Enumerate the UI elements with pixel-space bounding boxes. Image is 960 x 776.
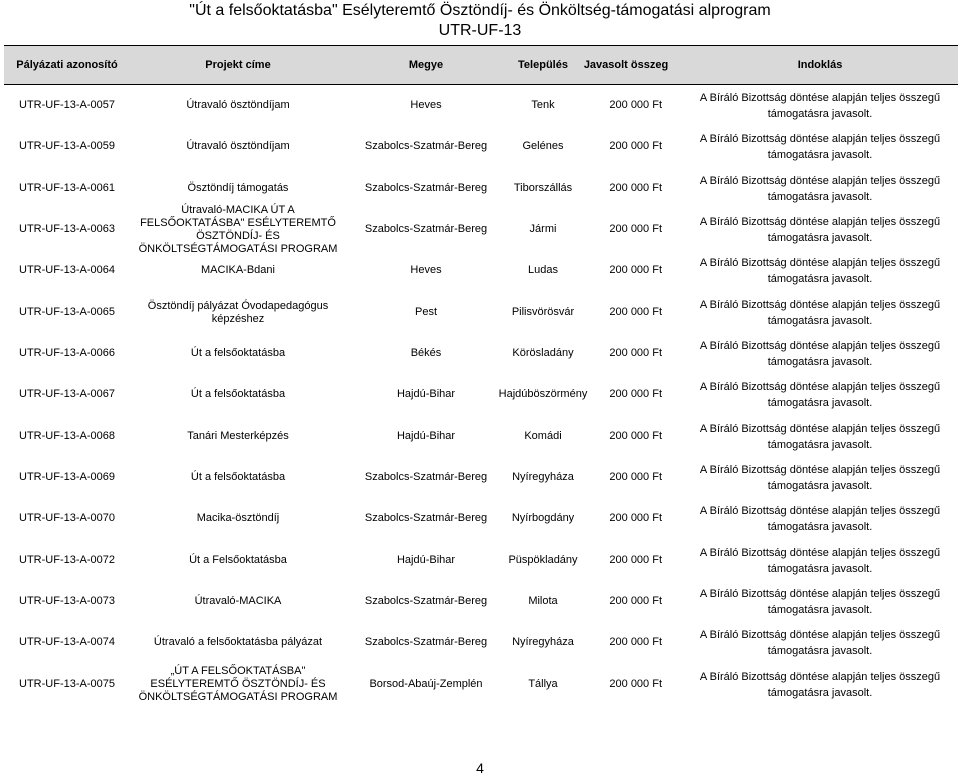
cell-amount: 200 000 Ft — [609, 264, 662, 276]
column-header-title: Projekt címe — [205, 59, 271, 71]
cell-amount: 200 000 Ft — [609, 430, 662, 442]
cell-county: Szabolcs-Szatmár-Bereg — [364, 223, 488, 235]
cell-amount: 200 000 Ft — [609, 595, 662, 607]
cell-county: Szabolcs-Szatmár-Bereg — [364, 636, 488, 648]
cell-amount: 200 000 Ft — [609, 512, 662, 524]
cell-reason: A Bíráló Bizottság döntése alapján teljes összegű támogatásra javasolt. — [699, 339, 941, 368]
cell-id: UTR-UF-13-A-0070 — [19, 512, 115, 524]
table-row — [4, 250, 958, 291]
cell-county: Borsod-Abaúj-Zemplén — [369, 678, 483, 690]
cell-county: Szabolcs-Szatmár-Bereg — [364, 182, 488, 194]
cell-county: Szabolcs-Szatmár-Bereg — [364, 595, 488, 607]
cell-county: Szabolcs-Szatmár-Bereg — [364, 471, 488, 483]
cell-title: Tanári Mesterképzés — [187, 430, 289, 442]
cell-reason: A Bíráló Bizottság döntése alapján teljes összegű támogatásra javasolt. — [699, 670, 941, 699]
cell-county: Heves — [410, 99, 442, 111]
table-row — [4, 374, 958, 415]
cell-county: Szabolcs-Szatmár-Bereg — [364, 512, 488, 524]
cell-title: Macika-ösztöndíj — [196, 512, 280, 524]
cell-town: Nyíregyháza — [512, 471, 574, 483]
cell-reason: A Bíráló Bizottság döntése alapján teljes összegű támogatásra javasolt. — [699, 628, 941, 657]
cell-title: Ösztöndíj támogatás — [187, 182, 289, 194]
cell-town: Ludas — [528, 264, 558, 276]
table-row — [4, 498, 958, 539]
table-row — [4, 664, 958, 705]
cell-amount: 200 000 Ft — [609, 223, 662, 235]
cell-amount: 200 000 Ft — [609, 347, 662, 359]
cell-title: Útravaló-MACIKA — [194, 595, 282, 607]
cell-id: UTR-UF-13-A-0061 — [19, 182, 115, 194]
cell-title: Út a felsőoktatásba — [190, 471, 286, 483]
cell-amount: 200 000 Ft — [609, 636, 662, 648]
cell-title: „ÚT A FELSŐOKTATÁSBA" ESÉLYTEREMTŐ ÖSZTÖNDÍJ- ÉS ÖNKÖLTSÉGTÁMOGATÁSI PROGRAM — [138, 665, 338, 703]
cell-town: Hajdúböszörmény — [498, 388, 588, 400]
column-header-town: Település — [518, 59, 568, 71]
page-number: 4 — [476, 760, 484, 776]
cell-amount: 200 000 Ft — [609, 471, 662, 483]
cell-town: Milota — [528, 595, 558, 607]
cell-amount: 200 000 Ft — [609, 140, 662, 152]
cell-town: Komádi — [524, 430, 562, 442]
cell-town: Nyírbogdány — [511, 512, 575, 524]
table-row — [4, 333, 958, 374]
cell-title: Ösztöndíj pályázat Óvodapedagógus képzéshez — [147, 299, 329, 325]
cell-county: Heves — [410, 264, 442, 276]
cell-reason: A Bíráló Bizottság döntése alapján teljes összegű támogatásra javasolt. — [699, 504, 941, 533]
cell-county: Hajdú-Bihar — [396, 554, 456, 566]
cell-town: Körösladány — [512, 347, 574, 359]
cell-id: UTR-UF-13-A-0066 — [19, 347, 115, 359]
cell-id: UTR-UF-13-A-0064 — [19, 264, 115, 276]
cell-county: Szabolcs-Szatmár-Bereg — [364, 140, 488, 152]
cell-town: Jármi — [529, 223, 557, 235]
cell-id: UTR-UF-13-A-0063 — [19, 223, 115, 235]
cell-reason: A Bíráló Bizottság döntése alapján teljes összegű támogatásra javasolt. — [699, 298, 941, 327]
table-row — [4, 416, 958, 457]
cell-title: MACIKA-Bdani — [201, 264, 275, 276]
cell-amount: 200 000 Ft — [609, 554, 662, 566]
cell-title: Útravaló-MACIKA ÚT A FELSŐOKTATÁSBA" ESÉLYTEREMTŐ ÖSZTÖNDÍJ- ÉS ÖNKÖLTSÉGTÁMOGATÁSI PROGRAM — [138, 203, 338, 255]
cell-reason: A Bíráló Bizottság döntése alapján teljes összegű támogatásra javasolt. — [699, 132, 941, 161]
cell-amount: 200 000 Ft — [609, 182, 662, 194]
table-row — [4, 85, 958, 126]
cell-reason: A Bíráló Bizottság döntése alapján teljes összegű támogatásra javasolt. — [699, 380, 941, 409]
table-row — [4, 622, 958, 663]
cell-title: Útravaló ösztöndíjam — [186, 140, 290, 152]
table-row — [4, 292, 958, 333]
page-title-line1: "Út a felsőoktatásba" Esélyteremtő Ösztöndíj- és Önköltség-támogatási alprogram — [189, 2, 771, 19]
table-header — [4, 45, 958, 85]
cell-title: Út a felsőoktatásba — [190, 388, 286, 400]
cell-town: Tenk — [531, 99, 555, 111]
cell-town: Gelénes — [522, 140, 564, 152]
cell-title: Út a felsőoktatásba — [190, 347, 286, 359]
column-header-id: Pályázati azonosító — [16, 59, 118, 71]
cell-town: Pilisvörösvár — [511, 306, 575, 318]
cell-id: UTR-UF-13-A-0074 — [19, 636, 115, 648]
column-header-reason: Indoklás — [797, 59, 843, 71]
table-row — [4, 457, 958, 498]
cell-county: Hajdú-Bihar — [396, 430, 456, 442]
cell-id: UTR-UF-13-A-0057 — [19, 99, 115, 111]
cell-reason: A Bíráló Bizottság döntése alapján teljes összegű támogatásra javasolt. — [699, 174, 941, 203]
table-row — [4, 540, 958, 581]
cell-reason: A Bíráló Bizottság döntése alapján teljes összegű támogatásra javasolt. — [699, 215, 941, 244]
cell-amount: 200 000 Ft — [609, 388, 662, 400]
cell-town: Tállya — [528, 678, 558, 690]
cell-town: Tiborszállás — [513, 182, 573, 194]
cell-county: Pest — [414, 306, 437, 318]
column-header-county: Megye — [408, 59, 444, 71]
cell-town: Nyíregyháza — [512, 636, 574, 648]
cell-reason: A Bíráló Bizottság döntése alapján teljes összegű támogatásra javasolt. — [699, 91, 941, 120]
cell-id: UTR-UF-13-A-0059 — [19, 140, 115, 152]
page-title-line2: UTR-UF-13 — [438, 22, 522, 39]
cell-id: UTR-UF-13-A-0068 — [19, 430, 115, 442]
table-row — [4, 126, 958, 167]
cell-county: Békés — [410, 347, 442, 359]
cell-amount: 200 000 Ft — [609, 678, 662, 690]
cell-title: Útravaló ösztöndíjam — [186, 99, 290, 111]
table-row — [4, 203, 958, 255]
table-row — [4, 581, 958, 622]
cell-amount: 200 000 Ft — [609, 306, 662, 318]
cell-id: UTR-UF-13-A-0073 — [19, 595, 115, 607]
cell-amount: 200 000 Ft — [609, 99, 662, 111]
cell-id: UTR-UF-13-A-0072 — [19, 554, 115, 566]
cell-title: Útravaló a felsőoktatásba pályázat — [153, 636, 323, 648]
cell-reason: A Bíráló Bizottság döntése alapján teljes összegű támogatásra javasolt. — [699, 256, 941, 285]
cell-reason: A Bíráló Bizottság döntése alapján teljes összegű támogatásra javasolt. — [699, 463, 941, 492]
cell-id: UTR-UF-13-A-0067 — [19, 388, 115, 400]
cell-reason: A Bíráló Bizottság döntése alapján teljes összegű támogatásra javasolt. — [699, 546, 941, 575]
cell-id: UTR-UF-13-A-0065 — [19, 306, 115, 318]
cell-town: Püspökladány — [508, 554, 578, 566]
cell-title: Út a Felsőoktatásba — [189, 554, 287, 566]
cell-county: Hajdú-Bihar — [396, 388, 456, 400]
cell-id: UTR-UF-13-A-0075 — [19, 678, 115, 690]
cell-id: UTR-UF-13-A-0069 — [19, 471, 115, 483]
column-header-amount: Javasolt összeg — [583, 59, 669, 71]
cell-reason: A Bíráló Bizottság döntése alapján teljes összegű támogatásra javasolt. — [699, 587, 941, 616]
cell-reason: A Bíráló Bizottság döntése alapján teljes összegű támogatásra javasolt. — [699, 422, 941, 451]
